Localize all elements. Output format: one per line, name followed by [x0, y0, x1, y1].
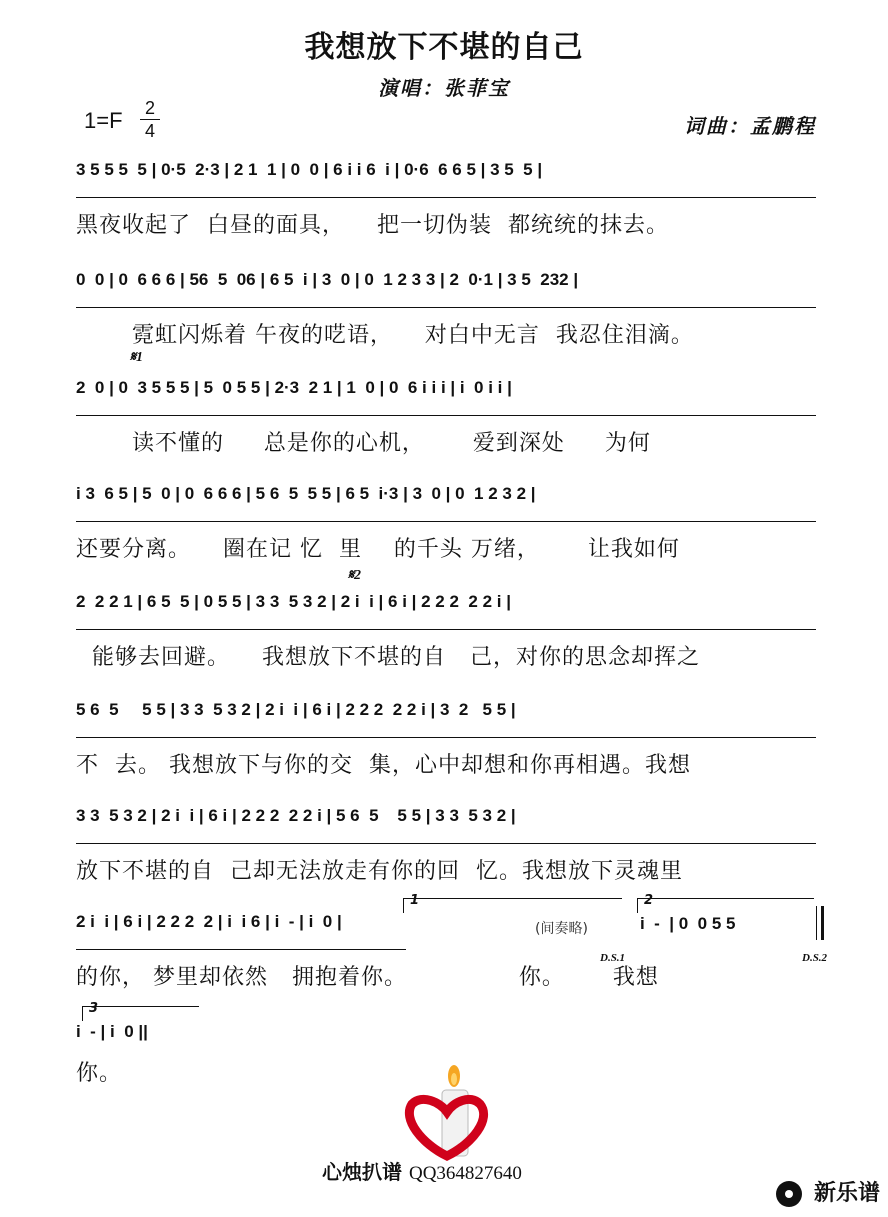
ds1-mark: D.S.1	[600, 952, 626, 964]
lyrics-line: 黑夜收起了 白昼的面具， 把一切伪装 都统统的抹去。	[76, 213, 669, 238]
notes-line: 3 3 5 3 2 | 2 i i | 6 i | 2 2 2 2 2 i | 5 6 5 5 5 | 3 3 5 3 2 |	[76, 806, 816, 844]
interlude-note: (间奏略)	[535, 921, 588, 937]
candle-heart-logo	[402, 1064, 492, 1164]
brand-watermark	[776, 1176, 880, 1207]
record-icon	[776, 1181, 802, 1207]
volta-2-bracket: 2	[637, 898, 814, 913]
lyrics-line: 你。	[76, 1061, 123, 1086]
singer-credit: 演唱：张菲宝	[378, 76, 510, 100]
transcriber-name: 心烛扒谱	[322, 1160, 402, 1184]
notes-line: 3 5 5 5 5 | 0·5 2·3 | 2 1 1 | 0 0 | 6 i i 6 i | 0·6 6 6 5 | 3 5 5 |	[76, 160, 816, 198]
lyrics-line: 放下不堪的自 己却无法放走有你的回 忆。我想放下灵魂里	[76, 859, 683, 884]
volta-3-bracket: 3	[82, 1006, 199, 1021]
lyrics-line: 还要分离。 圈在记 忆 里 的千头 万绪， 让我如何	[76, 537, 680, 562]
transcriber-qq: QQ364827640	[408, 1163, 522, 1184]
key-signature: 1=F	[84, 108, 123, 133]
composer-credit: 词曲：孟鹏程	[684, 114, 816, 138]
notes-line: 5 6 5 5 5 | 3 3 5 3 2 | 2 i i | 6 i | 2 2 2 2 2 i | 3 2 5 5 |	[76, 700, 816, 738]
segno-1-mark: 𝄋1	[130, 350, 144, 365]
meter-top: 2	[144, 98, 155, 118]
ds2-mark: D.S.2	[802, 952, 828, 964]
transcriber-credit	[322, 1156, 522, 1185]
end-barline	[816, 906, 824, 940]
notes-line: 2 i i | 6 i | 2 2 2 2 | i i 6 | i - | i 0 |	[76, 912, 406, 950]
brand-name: 新乐谱	[813, 1181, 880, 1206]
ending-2-notes: i - | 0 0 5 5	[640, 914, 736, 933]
lyrics-line: 能够去回避。 我想放下不堪的自 己，对你的思念却挥之	[76, 645, 700, 670]
lyrics-line: 不 去。 我想放下与你的交 集，心中却想和你再相遇。我想	[76, 753, 691, 778]
meter-bottom: 4	[144, 121, 155, 141]
notes-line: i - | i 0 ||	[76, 1022, 148, 1041]
notes-line: 0 0 | 0 6 6 6 | 56 5 06 | 6 5 i | 3 0 | 0 1 2 3 3 | 2 0·1 | 3 5 232 |	[76, 270, 816, 308]
segno-2-mark: 𝄋2	[348, 568, 362, 583]
notes-line: i 3 6 5 | 5 0 | 0 6 6 6 | 5 6 5 5 5 | 6 5 i·3 | 3 0 | 0 1 2 3 2 |	[76, 484, 816, 522]
song-title: 我想放下不堪的自己	[304, 30, 584, 65]
lyrics-line: 读不懂的 总是你的心机， 爱到深处 为何	[76, 431, 651, 456]
notes-line: 2 2 2 1 | 6 5 5 | 0 5 5 | 3 3 5 3 2 | 2 i i | 6 i | 2 2 2 2 2 i |	[76, 592, 816, 630]
time-signature	[140, 98, 160, 141]
lyrics-line: 的你， 梦里却依然 拥抱着你。 你。 我想	[76, 965, 659, 990]
lyrics-line: 霓虹闪烁着 午夜的呓语， 对白中无言 我忍住泪滴。	[76, 323, 694, 348]
volta-1-bracket: 1	[403, 898, 622, 913]
notes-line: 2 0 | 0 3 5 5 5 | 5 0 5 5 | 2·3 2 1 | 1 0 | 0 6 i i i | i 0 i i |	[76, 378, 816, 416]
